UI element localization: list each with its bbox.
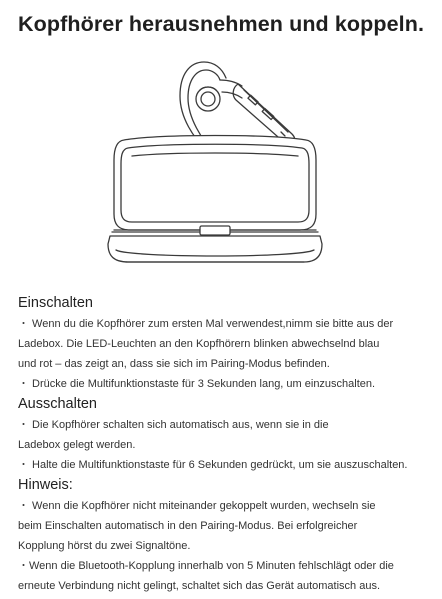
instructions-content [18, 293, 436, 596]
section-heading: Ausschalten [18, 396, 97, 412]
text-line: ・Wenn die Bluetooth-Kopplung innerhalb von 5 Minuten fehlschlägt oder die [18, 560, 394, 572]
section-heading: Einschalten [18, 295, 93, 311]
text-line: ・ Die Kopfhörer schalten sich automatisch aus, wenn sie in die [18, 419, 329, 431]
section-heading: Hinweis: [18, 477, 73, 493]
text-line: erneute Verbindung nicht gelingt, schaltet sich das Gerät automatisch aus. [18, 580, 380, 592]
charging-case-icon [108, 136, 322, 263]
text-line: Ladebox. Die LED-Leuchten an den Kopfhörern blinken abwechselnd blau [18, 338, 380, 350]
text-line: ・ Drücke die Multifunktionstaste für 3 Sekunden lang, um einzuschalten. [18, 378, 376, 390]
text-line: beim Einschalten automatisch in den Pairing-Modus. Bei erfolgreicher [18, 520, 358, 532]
text-line: ・ Wenn die Kopfhörer nicht miteinander gekoppelt wurden, wechseln sie [18, 500, 376, 512]
text-line: ・ Wenn du die Kopfhörer zum ersten Mal verwendest,nimm sie bitte aus der [18, 318, 394, 330]
section-ausschalten [18, 394, 436, 475]
text-line: Kopplung hörst du zwei Signaltöne. [18, 540, 191, 552]
text-line: Ladebox gelegt werden. [18, 439, 136, 451]
page-title: Kopfhörer herausnehmen und koppeln. [18, 12, 425, 36]
earphone-case-illustration [0, 0, 442, 290]
text-line: und rot – das zeigt an, dass sie sich im Pairing-Modus befinden. [18, 358, 330, 370]
text-line: ・ Halte die Multifunktionstaste für 6 Sekunden gedrückt, um sie auszuschalten. [18, 459, 408, 471]
section-einschalten [18, 293, 436, 394]
section-hinweis [18, 475, 436, 596]
